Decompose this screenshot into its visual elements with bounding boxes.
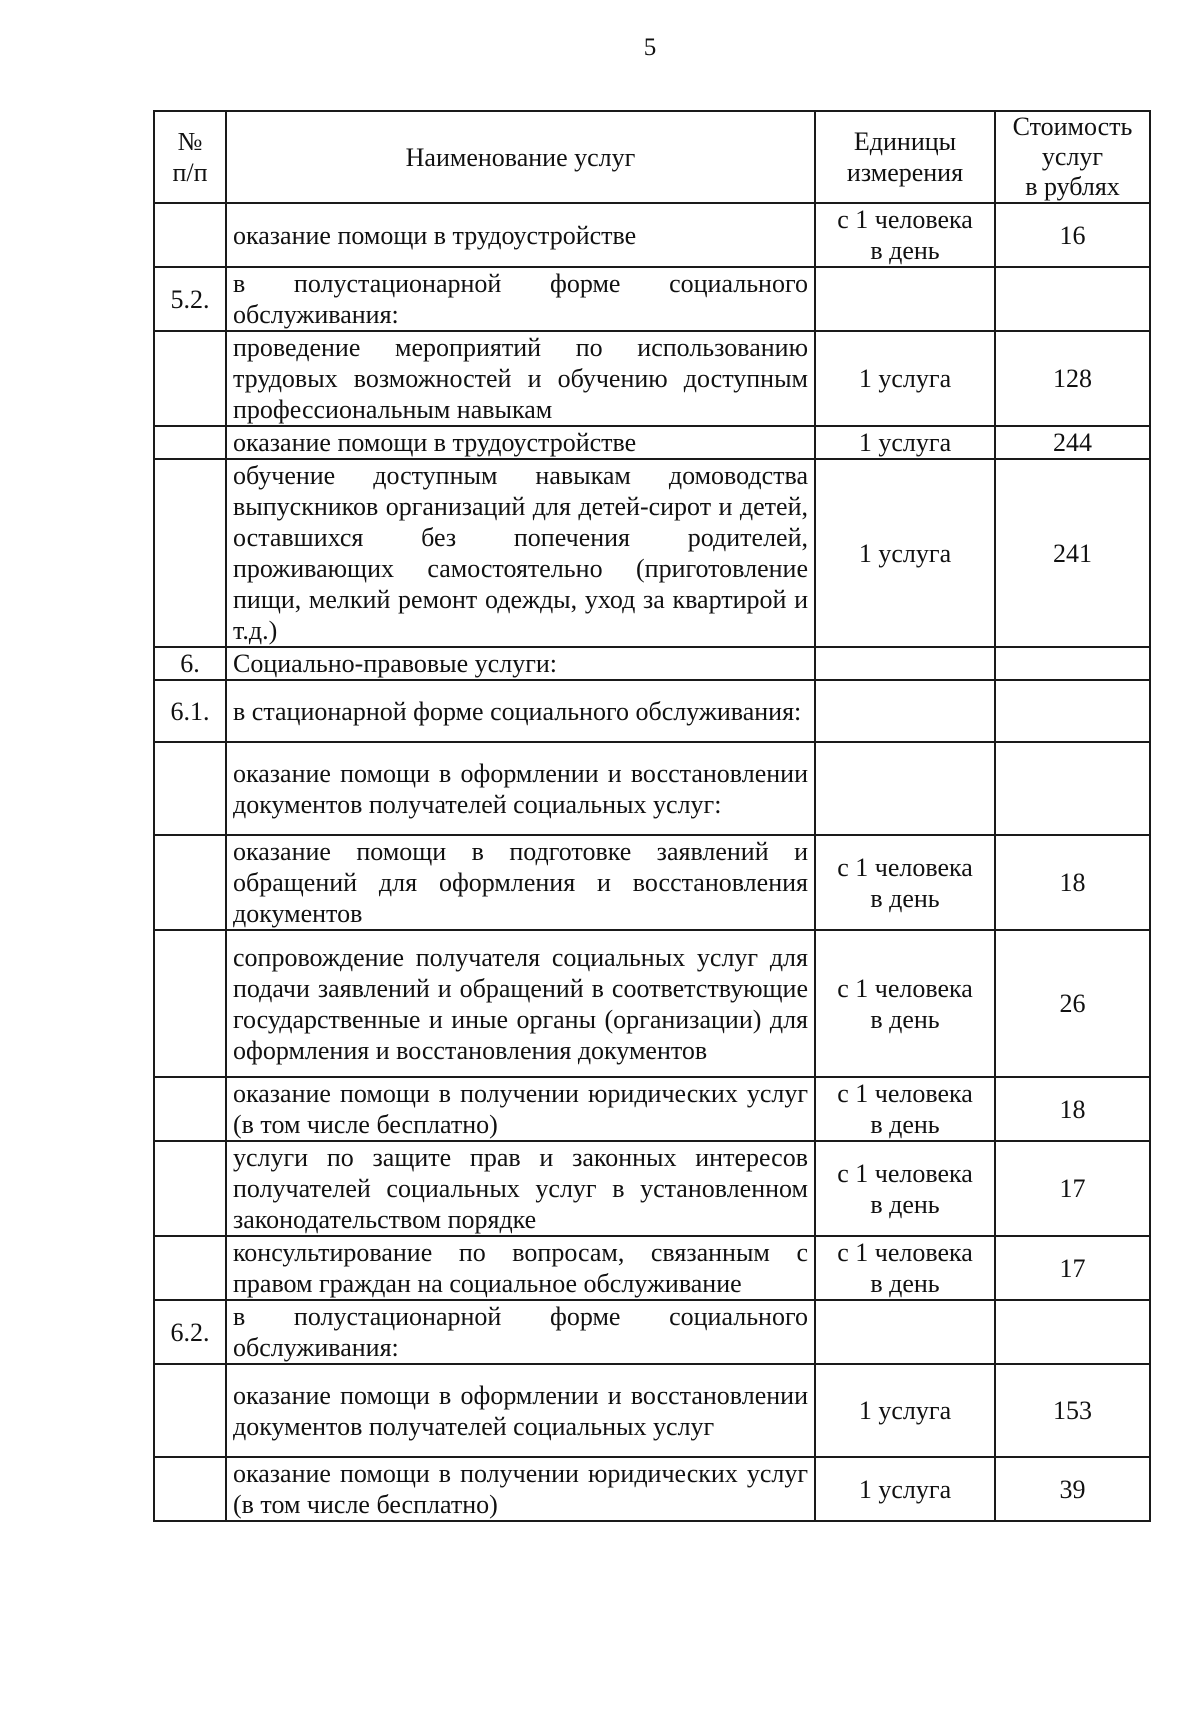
cell-service-name: оказание помощи в трудоустройстве [226, 203, 815, 267]
cell-price [995, 267, 1150, 331]
cell-unit: с 1 человека в день [815, 930, 995, 1077]
cell-service-name: обучение доступным навыкам домоводства выпускников организаций для детей-сирот и детей, оставшихся без попечения родителей, проживающих самостоятельно (приготовление пищи, мелкий ремонт одежды, уход за квартирой и т.д.) [226, 459, 815, 647]
cell-price: 17 [995, 1141, 1150, 1236]
cell-number [154, 930, 226, 1077]
cell-price: 241 [995, 459, 1150, 647]
cell-number: 6.1. [154, 680, 226, 742]
cell-price: 39 [995, 1457, 1150, 1521]
cell-service-name: сопровождение получателя социальных услуг для подачи заявлений и обращений в соответствующие государственные и иные органы (организации) для оформления и восстановления документов [226, 930, 815, 1077]
cell-unit: 1 услуга [815, 331, 995, 426]
table-row [154, 426, 1150, 459]
table-row [154, 930, 1150, 1077]
cell-service-name: проведение мероприятий по использованию трудовых возможностей и обучению доступным профессиональным навыкам [226, 331, 815, 426]
cell-unit [815, 267, 995, 331]
cell-unit: с 1 человека в день [815, 1236, 995, 1300]
table-row [154, 1236, 1150, 1300]
cell-price: 244 [995, 426, 1150, 459]
cell-unit: с 1 человека в день [815, 203, 995, 267]
cell-service-name: консультирование по вопросам, связанным с правом граждан на социальное обслуживание [226, 1236, 815, 1300]
cell-service-name: оказание помощи в оформлении и восстановлении документов получателей социальных услуг: [226, 742, 815, 835]
cell-price: 18 [995, 1077, 1150, 1141]
table-row [154, 331, 1150, 426]
cell-unit [815, 647, 995, 680]
cell-unit: с 1 человека в день [815, 835, 995, 930]
cell-number [154, 1236, 226, 1300]
table-row [154, 1300, 1150, 1364]
cell-unit: с 1 человека в день [815, 1077, 995, 1141]
table-row [154, 647, 1150, 680]
cell-price [995, 1300, 1150, 1364]
table-row [154, 267, 1150, 331]
cell-unit [815, 1300, 995, 1364]
cell-number [154, 1457, 226, 1521]
table-row [154, 459, 1150, 647]
table-row [154, 203, 1150, 267]
cell-price [995, 742, 1150, 835]
cell-price: 17 [995, 1236, 1150, 1300]
cell-number: 6.2. [154, 1300, 226, 1364]
cell-service-name: оказание помощи в оформлении и восстановлении документов получателей социальных услуг [226, 1364, 815, 1457]
table-row [154, 1141, 1150, 1236]
cell-number [154, 1077, 226, 1141]
cell-service-name: оказание помощи в получении юридических услуг (в том числе бесплатно) [226, 1077, 815, 1141]
cell-price: 18 [995, 835, 1150, 930]
cell-unit: 1 услуга [815, 426, 995, 459]
table-row [154, 1364, 1150, 1457]
cell-service-name: в полустационарной форме социального обслуживания: [226, 267, 815, 331]
cell-price [995, 680, 1150, 742]
table-row [154, 835, 1150, 930]
cell-unit: 1 услуга [815, 1457, 995, 1521]
cell-price: 26 [995, 930, 1150, 1077]
cell-service-name: в стационарной форме социального обслуживания: [226, 680, 815, 742]
cell-unit [815, 742, 995, 835]
services-price-table [153, 110, 1151, 1522]
cell-service-name: услуги по защите прав и законных интересов получателей социальных услуг в установленном законодательством порядке [226, 1141, 815, 1236]
cell-service-name: оказание помощи в получении юридических услуг (в том числе бесплатно) [226, 1457, 815, 1521]
cell-number [154, 203, 226, 267]
table-header-row [154, 111, 1150, 203]
cell-price [995, 647, 1150, 680]
table-row [154, 1457, 1150, 1521]
cell-price: 153 [995, 1364, 1150, 1457]
cell-unit: с 1 человека в день [815, 1141, 995, 1236]
cell-unit: 1 услуга [815, 459, 995, 647]
cell-number [154, 835, 226, 930]
header-price: Стоимость услуг в рублях [995, 111, 1150, 203]
header-number: № п/п [154, 111, 226, 203]
cell-service-name: Социально-правовые услуги: [226, 647, 815, 680]
cell-unit [815, 680, 995, 742]
cell-unit: 1 услуга [815, 1364, 995, 1457]
cell-service-name: в полустационарной форме социального обслуживания: [226, 1300, 815, 1364]
cell-number [154, 459, 226, 647]
cell-price: 16 [995, 203, 1150, 267]
cell-number [154, 331, 226, 426]
cell-number [154, 1364, 226, 1457]
cell-service-name: оказание помощи в трудоустройстве [226, 426, 815, 459]
table-row [154, 680, 1150, 742]
cell-number: 6. [154, 647, 226, 680]
table-row [154, 1077, 1150, 1141]
cell-number [154, 1141, 226, 1236]
cell-price: 128 [995, 331, 1150, 426]
table-body [154, 203, 1150, 1521]
cell-number [154, 426, 226, 459]
cell-service-name: оказание помощи в подготовке заявлений и обращений для оформления и восстановления документов [226, 835, 815, 930]
table-row [154, 742, 1150, 835]
header-service-name: Наименование услуг [226, 111, 815, 203]
page-number: 5 [643, 34, 657, 61]
cell-number: 5.2. [154, 267, 226, 331]
header-unit: Единицы измерения [815, 111, 995, 203]
cell-number [154, 742, 226, 835]
